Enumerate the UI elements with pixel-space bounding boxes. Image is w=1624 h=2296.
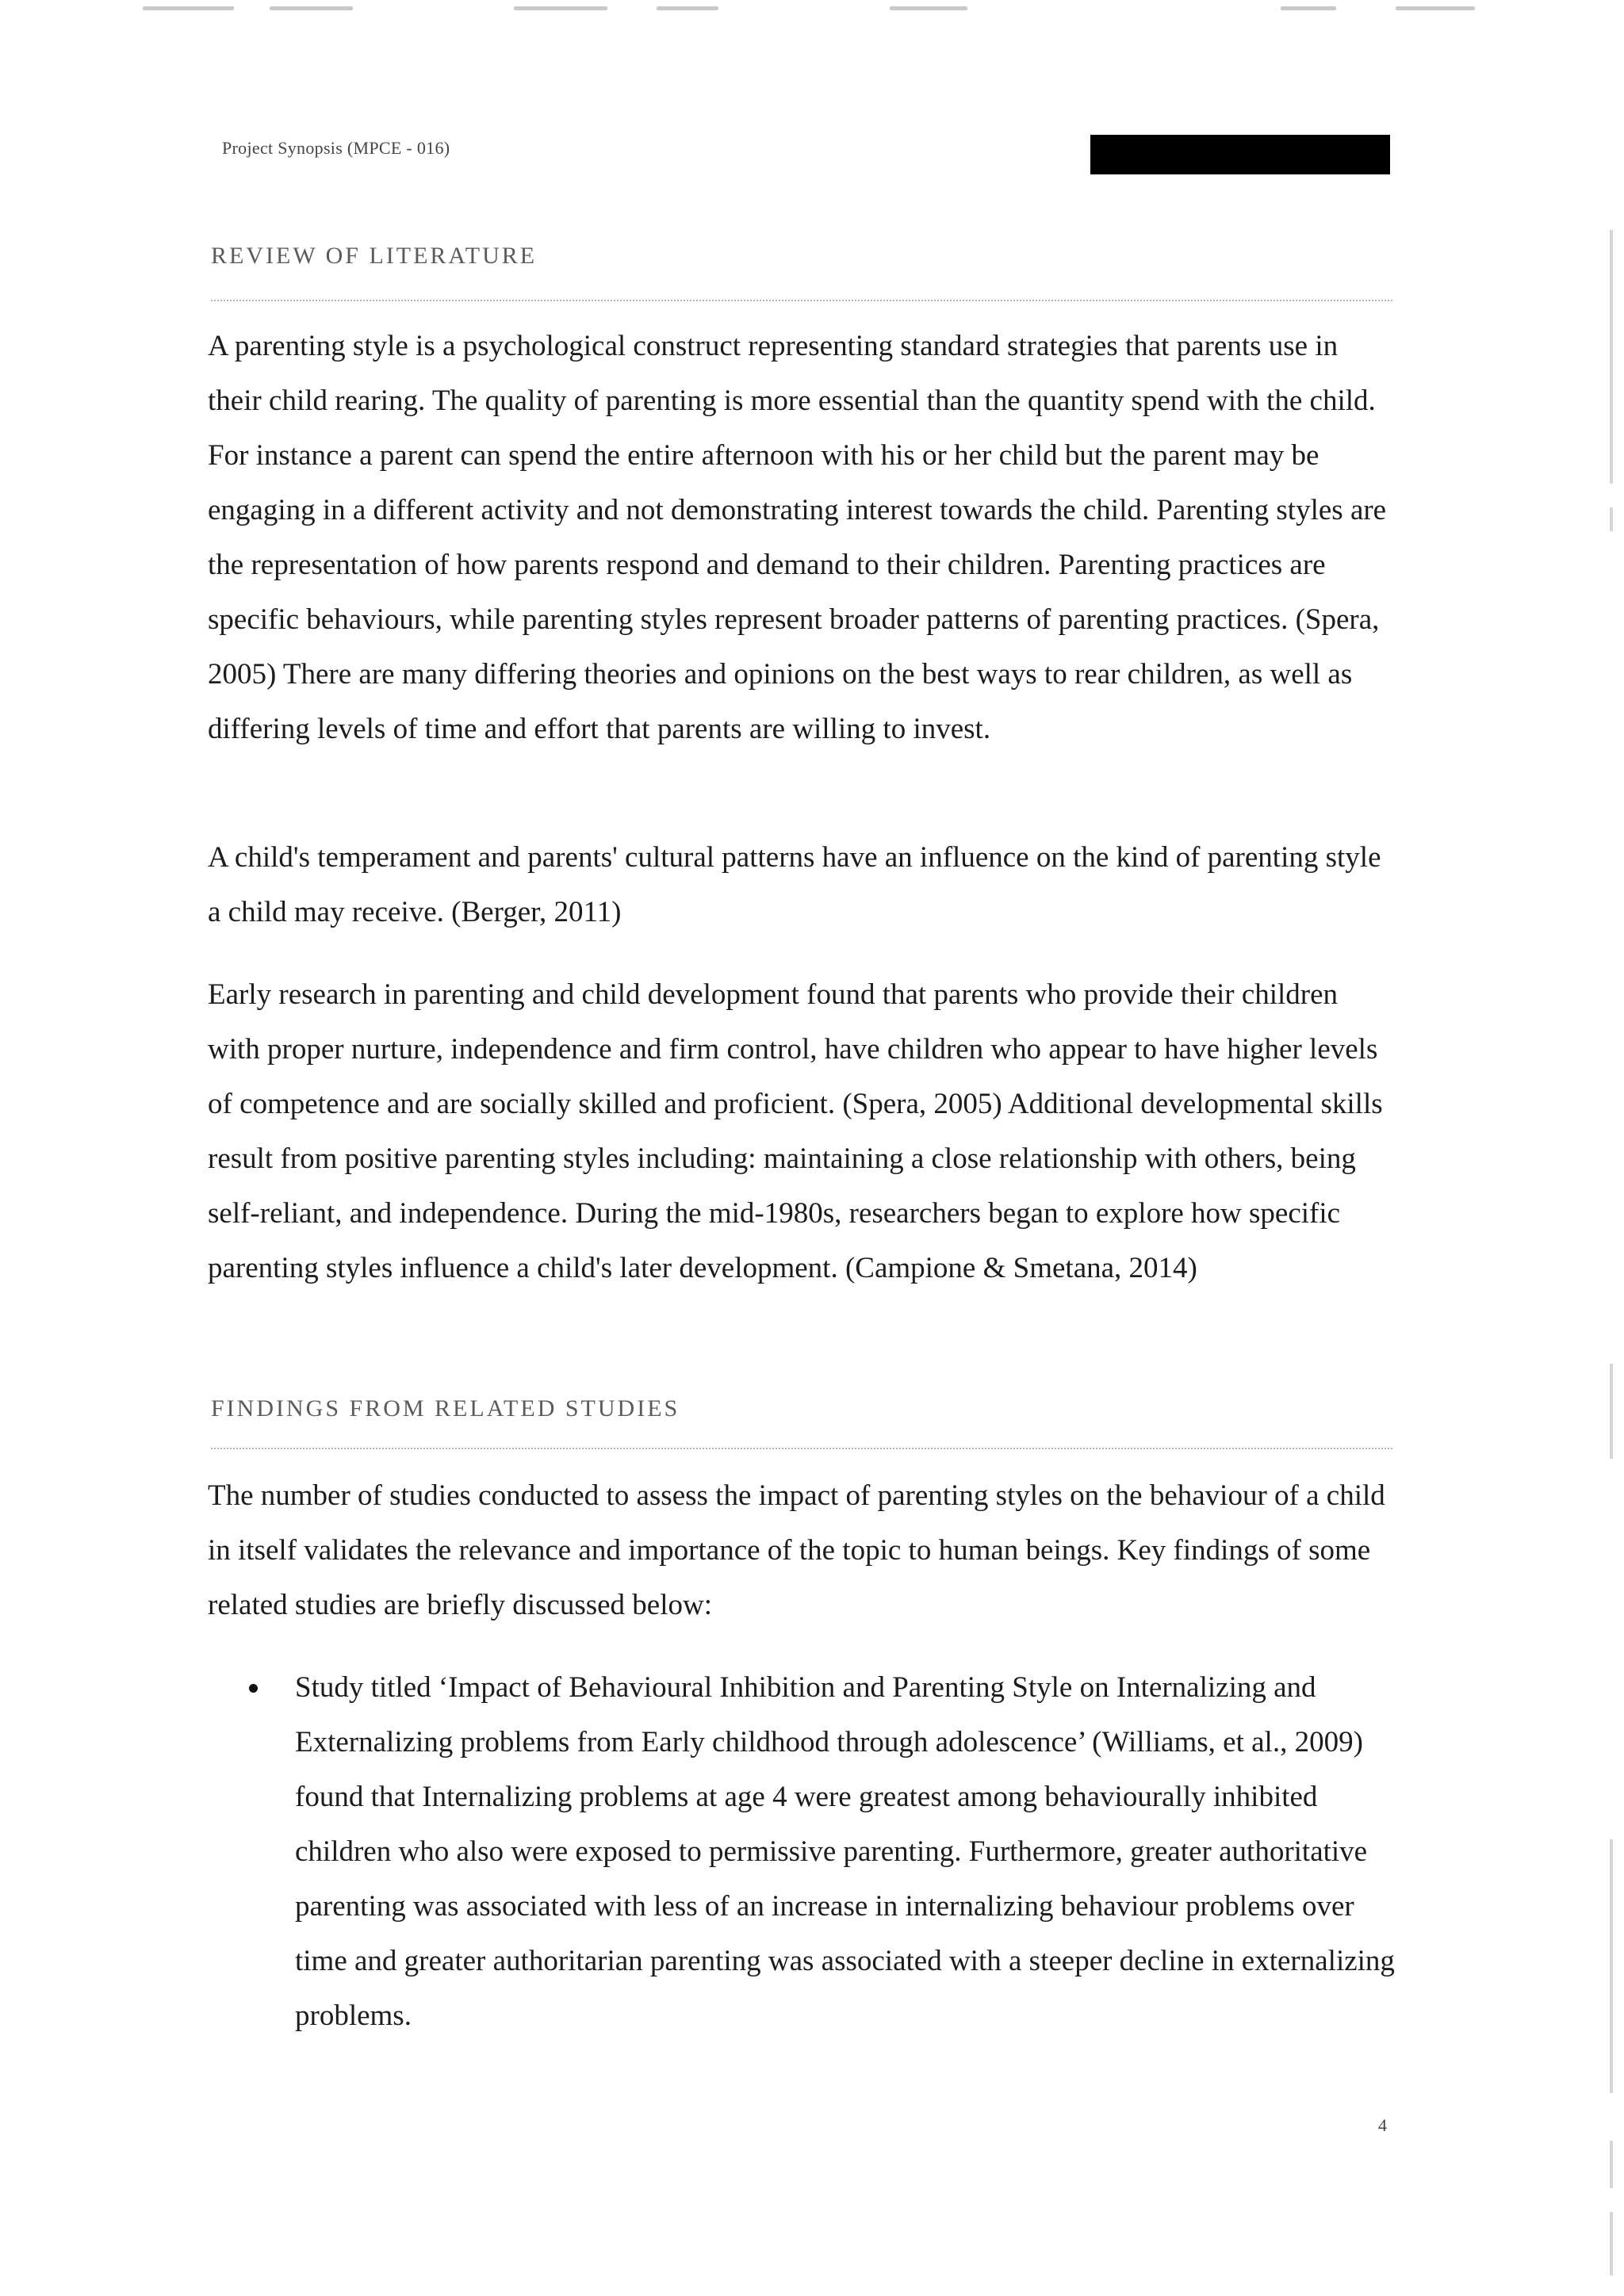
document-header: Project Synopsis (MPCE - 016) [222,138,450,158]
review-paragraph-2: A child's temperament and parents' cultural patterns have an influence on the kind of parenting style a child may receive. (Berger, 2011) [208,841,1381,928]
findings-list [238,1660,1400,2043]
list-item-text: Study titled ‘Impact of Behavioural Inhibition and Parenting Style on Internalizing and Externalizing problems from Early childhood through adolescence’ (Williams, et al., 2009) found that Internalizing problems at age 4 were greatest among behaviourally inhibited children who also were exposed to permissive parenting. Furthermore, greater authoritative parenting was associated with less of an increase in internalizing behaviour problems over time and greater authoritarian parenting was associated with a steeper decline in externalizing problems. [295,1671,1395,2032]
page-number: 4 [1378,2115,1387,2135]
section-title-findings: FINDINGS FROM RELATED STUDIES [211,1395,680,1422]
scan-artifact-top [0,6,1624,14]
review-paragraph-1: A parenting style is a psychological construct representing standard strategies that parents use in their child rearing. The quality of parenting is more essential than the quantity spend with the child. For instance a parent can spend the entire afternoon with his or her child but the parent may be engaging in a different activity and not demonstrating interest towards the child. Parenting styles are the representation of how parents respond and demand to their children. Parenting practices are specific behaviours, while parenting styles represent broader patterns of parenting practices. (Spera, 2005) There are many differing theories and opinions on the best ways to rear children, as well as differing levels of time and effort that parents are willing to invest. [208,330,1387,745]
bullet-icon [249,1684,258,1693]
section-title-review: REVIEW OF LITERATURE [211,243,538,269]
findings-intro: The number of studies conducted to assess the impact of parenting styles on the behaviour of a child in itself validates the relevance and importance of the topic to human beings. Key findings of some related studies are briefly discussed below: [208,1479,1385,1621]
review-paragraph-3: Early research in parenting and child development found that parents who provide their children with proper nurture, independence and firm control, have children who appear to have higher levels of competence and are socially skilled and proficient. (Spera, 2005) Additional developmental skills result from positive parenting styles including: maintaining a close relationship with others, being self-reliant, and independence. During the mid-1980s, researchers began to explore how specific parenting styles influence a child's later development. (Campione & Smetana, 2014) [208,978,1383,1284]
list-item [238,1660,1400,2043]
redaction-block [1090,135,1390,174]
section-divider [211,300,1392,301]
section-divider [211,1448,1392,1449]
